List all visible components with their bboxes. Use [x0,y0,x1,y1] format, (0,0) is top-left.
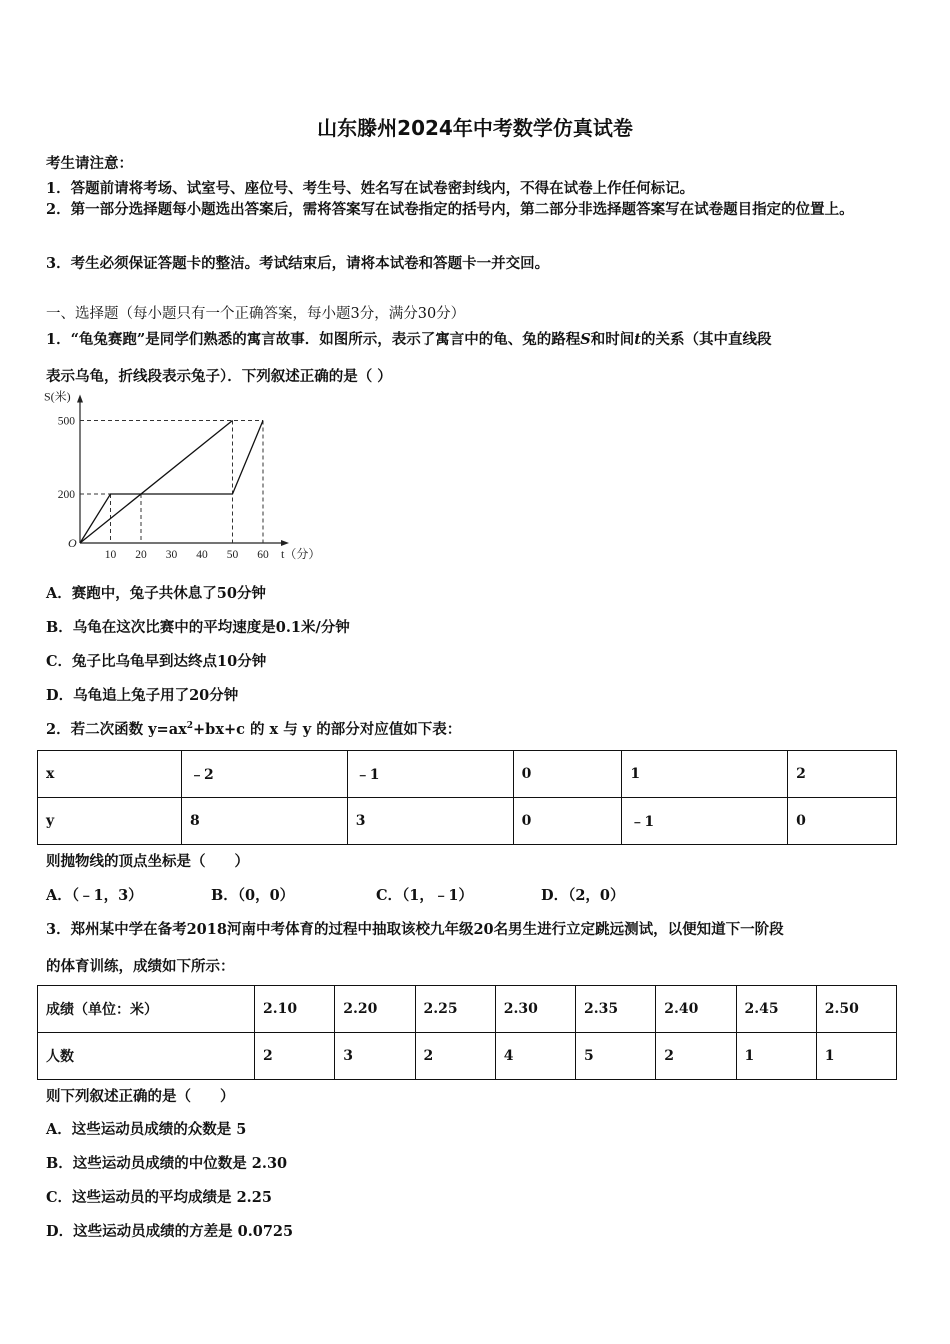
y-axis-arrow [77,395,83,403]
rabbit-polyline [80,421,263,544]
x-tick-label: 60 [257,549,269,561]
q3-cell: 2 [656,1033,736,1080]
q3-question: 则下列叙述正确的是（ ） [46,1088,235,1105]
q2-option-b: B．（0，0） [211,887,295,904]
x-tick-label: 30 [165,549,178,561]
q3-table [37,985,897,1080]
q3-cell: 4 [495,1033,575,1080]
q1-stem-part1: 1．“龟兔赛跑”是同学们熟悉的寓言故事．如图所示，表示了寓言中的龟、兔的路程 [46,331,581,348]
section-heading: 一、选择题（每小题只有一个正确答案，每小题3分，满分30分） [46,306,466,322]
tortoise-line [80,421,233,544]
q1-option-b: B．乌龟在这次比赛中的平均速度是0.1米/分钟 [46,619,350,636]
q3-option-a: A．这些运动员成绩的众数是 5 [46,1121,247,1138]
q2-options [46,884,916,905]
q2-cell: ﹣1 [622,798,788,845]
q2-stem [46,718,916,739]
q1-stem-line1 [46,328,916,349]
x-tick-label: 10 [104,549,117,561]
q2-cell: y [38,798,182,845]
q2-cell: x [38,751,182,798]
q2-stem-post: +bx+c 的 x 与 y 的部分对应值如下表： [193,721,462,738]
q2-cell: ﹣2 [182,751,348,798]
q3-cell: 1 [816,1033,896,1080]
q2-table [37,750,897,845]
q3-cell: 1 [736,1033,816,1080]
notice-item-1: 1．答题前请将考场、试室号、座位号、考生号、姓名写在试卷密封线内，不得在试卷上作任何标记。 [46,180,695,197]
q3-cell: 成绩（单位：米） [38,986,255,1033]
q2-option-a: A．（﹣1，3） [46,887,143,904]
x-axis-label: t（分） [281,547,321,561]
q2-question: 则抛物线的顶点坐标是（ ） [46,853,249,870]
y-tick-label: 500 [57,415,75,428]
q1-option-a: A．赛跑中，兔子共休息了50分钟 [46,585,266,602]
notice-item-2: 2．第一部分选择题每小题选出答案后，需将答案写在试卷指定的括号内，第二部分非选择题答案写在试卷题目指定的位置上。 [46,201,854,218]
y-tick-label: 200 [57,489,75,501]
q3-option-d: D．这些运动员成绩的方差是 0.0725 [46,1223,294,1240]
x-tick-label: 40 [196,549,208,561]
q1-stem-part2: 和时间 [590,331,635,348]
page-title: 山东滕州2024年中考数学仿真试卷 [317,116,633,140]
q1-option-c: C．兔子比乌龟早到达终点10分钟 [46,653,267,670]
x-tick-label: 20 [135,549,147,561]
notice-heading: 考生请注意： [46,155,133,172]
q2-option-c: C．（1，﹣1） [376,887,473,904]
q3-table-row-score [38,986,897,1033]
x-tick-label: 50 [226,549,239,561]
q2-cell: 3 [347,798,513,845]
q2-cell: 8 [182,798,348,845]
q3-cell: 2.40 [656,986,736,1033]
q3-option-c: C．这些运动员的平均成绩是 2.25 [46,1189,272,1206]
q2-cell: 2 [788,751,897,798]
q3-option-b: B．这些运动员成绩的中位数是 2.30 [46,1155,288,1172]
y-axis-label: S(米) [44,389,71,404]
q3-table-row-count [38,1033,897,1080]
q3-cell: 人数 [38,1033,255,1080]
q3-cell: 2.10 [255,986,335,1033]
q2-cell: 0 [513,751,622,798]
q2-stem-pre: 2．若二次函数 y=ax [46,721,187,738]
q1-stem-line2: 表示乌龟，折线段表示兔子）．下列叙述正确的是（ ） [46,368,392,385]
q3-cell: 2.25 [415,986,495,1033]
x-axis-arrow [281,540,289,546]
q3-cell: 2.30 [495,986,575,1033]
origin-label: O [68,536,77,550]
q3-cell: 2.35 [576,986,656,1033]
q2-option-d: D．（2，0） [541,887,625,904]
q3-stem-line2: 的体育训练，成绩如下所示： [46,958,235,975]
q1-stem-part3: 的关系（其中直线段 [640,331,772,348]
q3-cell: 2.50 [816,986,896,1033]
q2-cell: ﹣1 [347,751,513,798]
q3-cell: 2.45 [736,986,816,1033]
q1-t-var: t [634,331,641,348]
q1-chart [40,389,330,570]
q2-table-row-y [38,798,897,845]
q2-cell: 1 [622,751,788,798]
notice-item-3: 3．考生必须保证答题卡的整洁。考试结束后，请将本试卷和答题卡一并交回。 [46,255,550,272]
q3-cell: 2.20 [335,986,415,1033]
q3-stem-line1: 3．郑州某中学在备考2018河南中考体育的过程中抽取该校九年级20名男生进行立定跳远测试，以便知道下一阶段 [46,921,784,938]
q1-s-var: S [580,331,591,348]
q3-cell: 2 [415,1033,495,1080]
q3-cell: 2 [255,1033,335,1080]
q3-cell: 3 [335,1033,415,1080]
q1-option-d: D．乌龟追上兔子用了20分钟 [46,687,239,704]
q2-stem-sup: 2 [186,721,194,732]
q2-table-row-x [38,751,897,798]
q2-cell: 0 [513,798,622,845]
q3-cell: 5 [576,1033,656,1080]
q2-cell: 0 [788,798,897,845]
